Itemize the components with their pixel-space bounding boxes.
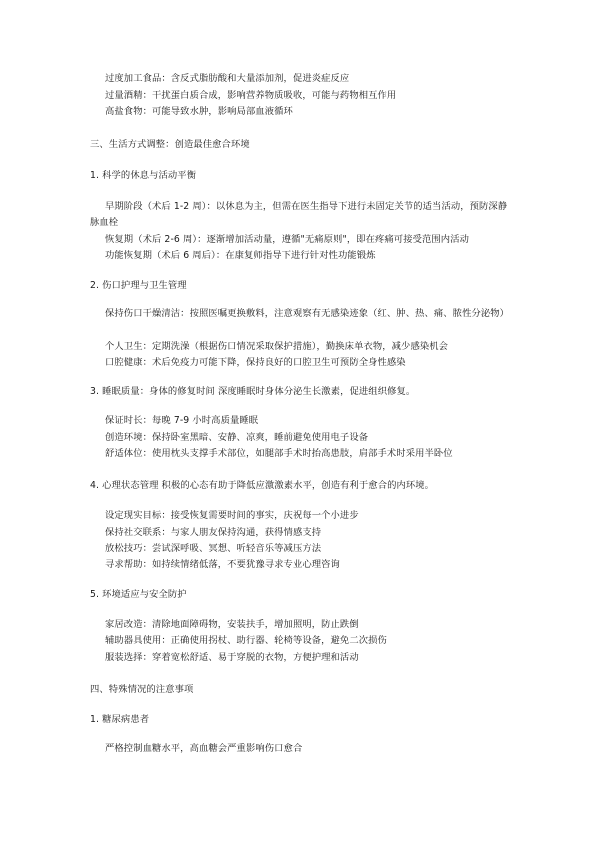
text-line: 保持伤口干燥清洁：按照医嘱更换敷料，注意观察有无感染迹象（红、肿、热、痛、脓性分泌物）	[105, 308, 510, 319]
text-line: 个人卫生：定期洗澡（根据伤口情况采取保护措施），勤换床单衣物，减少感染机会	[105, 341, 449, 352]
text-line: 功能恢复期（术后 6 周后）：在康复师指导下进行针对性功能锻炼	[105, 250, 376, 261]
text-line: 设定现实目标：接受恢复需要时间的事实，庆祝每一个小进步	[105, 510, 359, 521]
text-line: 放松技巧：尝试深呼吸、冥想、听轻音乐等减压方法	[105, 543, 322, 554]
text-line: 高盐食物：可能导致水肿，影响局部血液循环	[105, 106, 293, 117]
subsection-heading: 1. 科学的休息与活动平衡	[90, 170, 197, 181]
text-line: 寻求帮助：如持续情绪低落，不要犹豫寻求专业心理咨询	[105, 559, 340, 570]
text-line: 保持社交联系：与家人朋友保持沟通，获得情感支持	[105, 527, 322, 538]
text-line: 严格控制血糖水平，高血糖会严重影响伤口愈合	[105, 743, 303, 754]
subsection-heading: 4. 心理状态管理 积极的心态有助于降低应激激素水平，创造有利于愈合的内环境。	[90, 480, 435, 491]
text-line: 创造环境：保持卧室黑暗、安静、凉爽，睡前避免使用电子设备	[105, 432, 369, 443]
text-line: 保证时长：每晚 7-9 小时高质量睡眠	[105, 415, 259, 426]
subsection-heading: 1. 糖尿病患者	[90, 714, 150, 725]
text-line: 过量酒精：干扰蛋白质合成，影响营养物质吸收，可能与药物相互作用	[105, 90, 397, 101]
subsection-heading: 2. 伤口护理与卫生管理	[90, 280, 187, 291]
text-line: 家居改造：清除地面障碍物，安装扶手，增加照明，防止跌倒	[105, 619, 359, 630]
section-heading: 三、生活方式调整：创造最佳愈合环境	[90, 139, 250, 150]
text-line: 辅助器具使用：正确使用拐杖、助行器、轮椅等设备，避免二次损伤	[105, 635, 387, 646]
subsection-heading: 3. 睡眠质量：身体的修复时间 深度睡眠时身体分泌生长激素，促进组织修复。	[90, 386, 416, 397]
text-line: 舒适体位：使用枕头支撑手术部位，如腿部手术时抬高患肢，肩部手术时采用半卧位	[105, 448, 453, 459]
text-line: 口腔健康：术后免疫力可能下降，保持良好的口腔卫生可预防全身性感染	[105, 357, 406, 368]
text-line: 恢复期（术后 2-6 周）：逐渐增加活动量，遵循"无痛原则"，即在疼痛可接受范围内活动	[105, 234, 469, 245]
subsection-heading: 5. 环境适应与安全防护	[90, 589, 187, 600]
section-heading: 四、特殊情况的注意事项	[90, 684, 194, 695]
text-line: 服装选择：穿着宽松舒适、易于穿脱的衣物，方便护理和活动	[105, 652, 359, 663]
text-line: 早期阶段（术后 1-2 周）：以休息为主，但需在医生指导下进行未固定关节的适当活动，预防深静脉血栓	[90, 201, 508, 228]
text-line: 过度加工食品：含反式脂肪酸和大量添加剂，促进炎症反应	[105, 73, 350, 84]
